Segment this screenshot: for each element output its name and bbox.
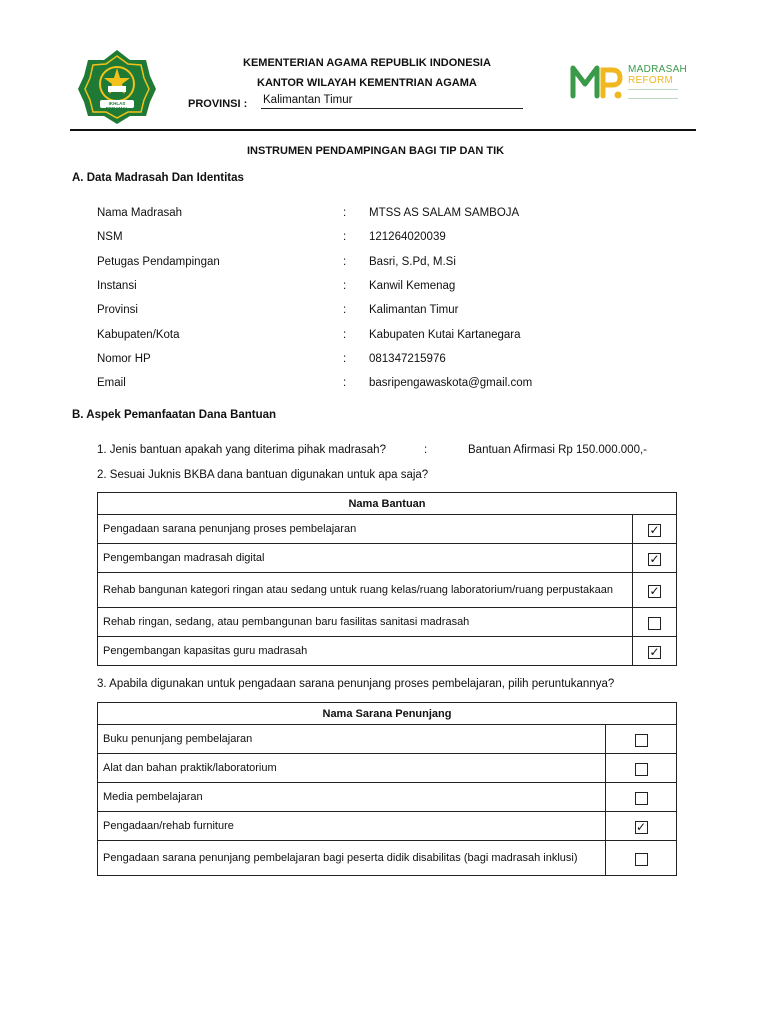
identity-label: Nama Madrasah (97, 207, 183, 219)
question-1: 1. Jenis bantuan apakah yang diterima pihak madrasah? (97, 444, 386, 456)
sarana-checkbox-cell (606, 754, 677, 783)
identity-colon: : (343, 329, 347, 341)
header-divider (70, 129, 696, 131)
identity-colon: : (343, 256, 347, 268)
unchecked-checkbox[interactable] (635, 853, 648, 866)
bantuan-checkbox-cell (633, 544, 677, 573)
identity-label: Email (97, 377, 126, 389)
sarana-row (98, 841, 677, 876)
identity-label: Provinsi (97, 304, 138, 316)
identity-value: Kabupaten Kutai Kartanegara (369, 329, 521, 341)
kemenag-logo (76, 48, 158, 126)
sarana-row-label: Buku penunjang pembelajaran (98, 725, 606, 754)
checked-checkbox[interactable]: ✓ (635, 819, 647, 834)
unchecked-checkbox[interactable] (635, 763, 648, 776)
identity-value: 081347215976 (369, 353, 446, 365)
identity-label: Nomor HP (97, 353, 151, 365)
checked-checkbox[interactable]: ✓ (649, 551, 660, 566)
bantuan-row (98, 573, 677, 608)
question-3: 3. Apabila digunakan untuk pengadaan sarana penunjang proses pembelajaran, pilih peruntukannya? (97, 678, 615, 690)
bantuan-checkbox-cell (633, 637, 677, 666)
identity-value: MTSS AS SALAM SAMBOJA (369, 207, 520, 219)
bantuan-row-label: Rehab ringan, sedang, atau pembangunan baru fasilitas sanitasi madrasah (98, 608, 633, 637)
identity-colon: : (343, 207, 347, 219)
bantuan-checkbox-cell (633, 515, 677, 544)
bantuan-row (98, 515, 677, 544)
bantuan-row-label: Pengembangan madrasah digital (98, 544, 633, 573)
question-1-answer: Bantuan Afirmasi Rp 150.000.000,- (468, 444, 648, 456)
identity-value: 121264020039 (369, 231, 446, 243)
checked-checkbox[interactable]: ✓ (649, 583, 660, 598)
sarana-row-label: Media pembelajaran (98, 783, 606, 812)
sarana-row (98, 754, 677, 783)
bantuan-row-label: Rehab bangunan kategori ringan atau sedang untuk ruang kelas/ruang laboratorium/ruang perpustakaan (98, 573, 633, 608)
madrasah-reform-logo (570, 60, 690, 102)
identity-label: Instansi (97, 280, 137, 292)
bantuan-checkbox-cell (633, 608, 677, 637)
sarana-checkbox-cell (606, 812, 677, 841)
identity-colon: : (343, 353, 347, 365)
bantuan-checkbox-cell (633, 573, 677, 608)
question-2: 2. Sesuai Juknis BKBA dana bantuan digunakan untuk apa saja? (97, 469, 429, 481)
identity-colon: : (343, 304, 347, 316)
sarana-checkbox-cell (606, 725, 677, 754)
identity-value: Kanwil Kemenag (369, 280, 456, 292)
identity-label: Kabupaten/Kota (97, 329, 180, 341)
checked-checkbox[interactable]: ✓ (649, 644, 660, 659)
section-a-heading: A. Data Madrasah Dan Identitas (72, 172, 244, 184)
identity-colon: : (343, 280, 347, 292)
sarana-checkbox-cell (606, 841, 677, 876)
identity-colon: : (343, 377, 347, 389)
identity-label: NSM (97, 231, 123, 243)
sarana-row-label: Alat dan bahan praktik/laboratorium (98, 754, 606, 783)
identity-value: basripengawaskota@gmail.com (369, 377, 533, 389)
identity-value: Kalimantan Timur (369, 304, 459, 316)
header-ministry: KEMENTERIAN AGAMA REPUBLIK INDONESIA (243, 57, 491, 69)
sarana-row-label: Pengadaan/rehab furniture (98, 812, 606, 841)
header-provinsi-label: PROVINSI : (188, 98, 248, 110)
bantuan-row (98, 608, 677, 637)
identity-label: Petugas Pendampingan (97, 256, 220, 268)
page-title: INSTRUMEN PENDAMPINGAN BAGI TIP DAN TIK (247, 145, 505, 157)
sarana-table (97, 702, 677, 876)
sarana-table-header: Nama Sarana Penunjang (98, 703, 677, 725)
unchecked-checkbox[interactable] (648, 617, 661, 630)
question-1-colon: : (424, 444, 428, 456)
header-provinsi-value: Kalimantan Timur (263, 94, 353, 106)
sarana-checkbox-cell (606, 783, 677, 812)
sarana-row (98, 725, 677, 754)
sarana-row (98, 812, 677, 841)
reform-title-1: MADRASAH (628, 64, 688, 75)
reform-tagline-lines (628, 89, 678, 99)
bantuan-row (98, 544, 677, 573)
bantuan-row-label: Pengadaan sarana penunjang proses pembelajaran (98, 515, 633, 544)
header-office: KANTOR WILAYAH KEMENTRIAN AGAMA (257, 77, 477, 89)
section-b-heading: B. Aspek Pemanfaatan Dana Bantuan (72, 409, 277, 421)
provinsi-underline (261, 108, 523, 109)
bantuan-row (98, 637, 677, 666)
unchecked-checkbox[interactable] (635, 734, 648, 747)
bantuan-row-label: Pengembangan kapasitas guru madrasah (98, 637, 633, 666)
bantuan-table-header: Nama Bantuan (98, 493, 677, 515)
bantuan-table (97, 492, 677, 666)
identity-colon: : (343, 231, 347, 243)
identity-value: Basri, S.Pd, M.Si (369, 256, 456, 268)
unchecked-checkbox[interactable] (635, 792, 648, 805)
sarana-row (98, 783, 677, 812)
sarana-row-label: Pengadaan sarana penunjang pembelajaran bagi peserta didik disabilitas (bagi madrasah inklusi) (98, 841, 606, 876)
checked-checkbox[interactable]: ✓ (649, 522, 660, 537)
reform-title-2: REFORM (628, 75, 674, 86)
logo-motto: IKHLAS BERAMAL (105, 101, 129, 111)
